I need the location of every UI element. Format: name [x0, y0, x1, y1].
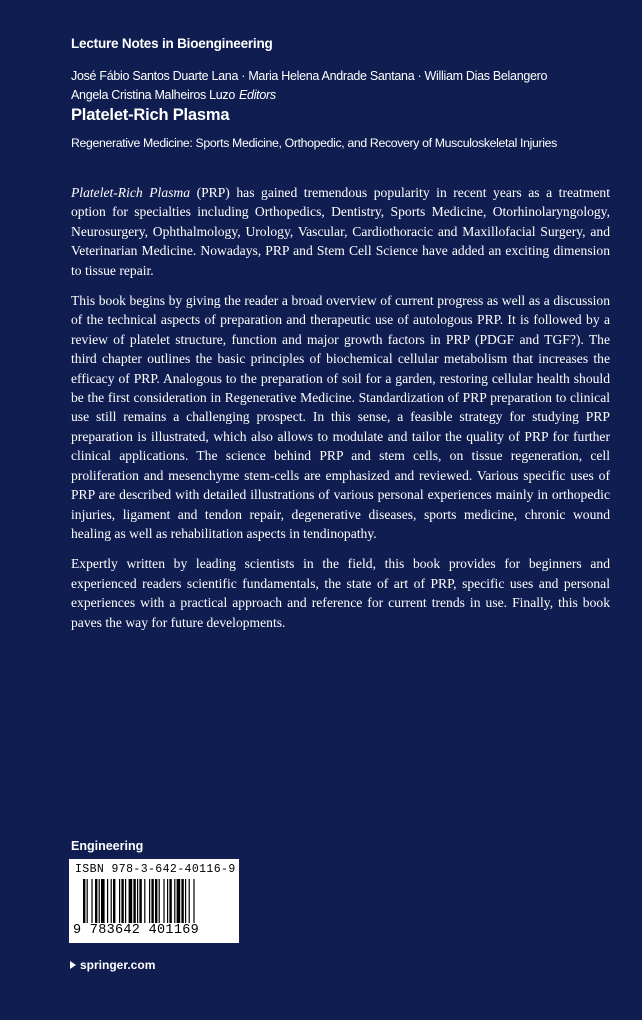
barcode-bar — [99, 879, 100, 923]
barcode-bar — [149, 879, 150, 923]
barcode-bar — [119, 879, 120, 923]
editors-line-1: José Fábio Santos Duarte Lana · Maria Helena Andrade Santana · William Dias Belangero — [71, 69, 548, 83]
barcode-bar — [163, 879, 164, 923]
barcode-bar — [137, 879, 138, 923]
barcode-bar — [177, 879, 181, 923]
editors-label: Editors — [239, 88, 276, 102]
barcode-bar — [107, 879, 108, 923]
barcode-bar — [91, 879, 92, 923]
barcode-bar — [133, 879, 135, 923]
barcode-bar — [95, 879, 97, 923]
barcode-bar — [139, 879, 141, 923]
arrow-right-icon — [70, 961, 76, 969]
barcode-bar — [87, 879, 88, 923]
barcode-bar — [83, 879, 85, 923]
book-title: Platelet-Rich Plasma — [71, 106, 230, 124]
barcode-bar — [174, 879, 175, 923]
publisher-website[interactable] — [70, 958, 155, 972]
editors-line-2: Angela Cristina Malheiros Luzo — [71, 88, 236, 102]
blurb-lead-title: Platelet-Rich Plasma — [71, 185, 191, 200]
barcode-bar — [111, 879, 112, 923]
ean-number: 9 783642 401169 — [73, 923, 200, 938]
barcode-bar — [121, 879, 123, 923]
subject-category: Engineering — [71, 839, 144, 853]
series-title: Lecture Notes in Bioengineering — [71, 36, 273, 51]
barcode-bar — [159, 879, 160, 923]
blurb-paragraph-2: This book begins by giving the reader a broad overview of current progress as well as a discussion of the technical aspects of preparation and therapeutic use of autologous PRP. It is followed by a review of platelet structure, function and major growth factors in PRP (PDGF and TGF?). The third chapter outlines the basic principles of biochemical cellular metabolism that increases the efficacy of PRP. Analogous to the preparation of soil for a garden, restoring cellular health should be the first consideration in Regenerative Medicine. Standardization of PRP preparation to clinical use still remains a challenging prospect. In this sense, a feasible strategy for studying PRP preparation is illustrated, which also allows to modulate and tailor the quality of PRP for further clinical applications. The science behind PRP and stem cells, on tissue regeneration, cell proliferation and mesenchyme stem-cells are emphasized and reviewed. Various specific uses of PRP are described with detailed illustrations of various personal experiences mainly in orthopedic injuries, ligament and tendon repair, degenerative diseases, sports medicine, chronic wound healing as well as rehabilitation aspects in tendinopathy. — [71, 293, 610, 541]
isbn-barcode — [69, 859, 239, 943]
editors-list — [71, 67, 611, 105]
isbn-number: ISBN 978-3-642-40116-9 — [75, 863, 236, 876]
barcode-bar — [144, 879, 145, 923]
barcode-bar — [167, 879, 168, 923]
barcode-bar — [101, 879, 105, 923]
barcode-bar — [125, 879, 126, 923]
barcode-bar — [129, 879, 133, 923]
blurb-paragraph-3: Expertly written by leading scientists in the field, this book provides for beginners and experienced readers scientific fundamentals, the state of art of PRP, specific uses and personal experiences with a practical approach and reference for current trends in use. Finally, this book paves the way for future developments. — [71, 556, 610, 630]
barcode-bar — [169, 879, 171, 923]
blurb — [71, 183, 610, 643]
blurb-paragraph-1-text: (PRP) has gained tremendous popularity in recent years as a treatment option for specialties including Orthopedics, Dentistry, Sports Medicine, Otorhinolaryngology, Neurosurgery, Ophthalmology, Urology, Vascular, Cardiothoracic and Maxillofacial Surgery, and Veterinarian Medicine. Nowadays, PRP and Stem Cell Science have added an exciting dimension to tissue repair. — [71, 185, 610, 278]
barcode-bar — [189, 879, 190, 923]
barcode-bar — [193, 879, 194, 923]
barcode-bar — [155, 879, 157, 923]
barcode-bar — [113, 879, 115, 923]
publisher-website-label: springer.com — [80, 958, 156, 972]
barcode-bars — [83, 879, 227, 923]
barcode-bar — [181, 879, 183, 923]
barcode-bar — [151, 879, 153, 923]
blurb-paragraph-1 — [71, 183, 610, 280]
book-subtitle: Regenerative Medicine: Sports Medicine, Orthopedic, and Recovery of Musculoskeletal Injuries — [71, 136, 557, 150]
barcode-bar — [185, 879, 186, 923]
